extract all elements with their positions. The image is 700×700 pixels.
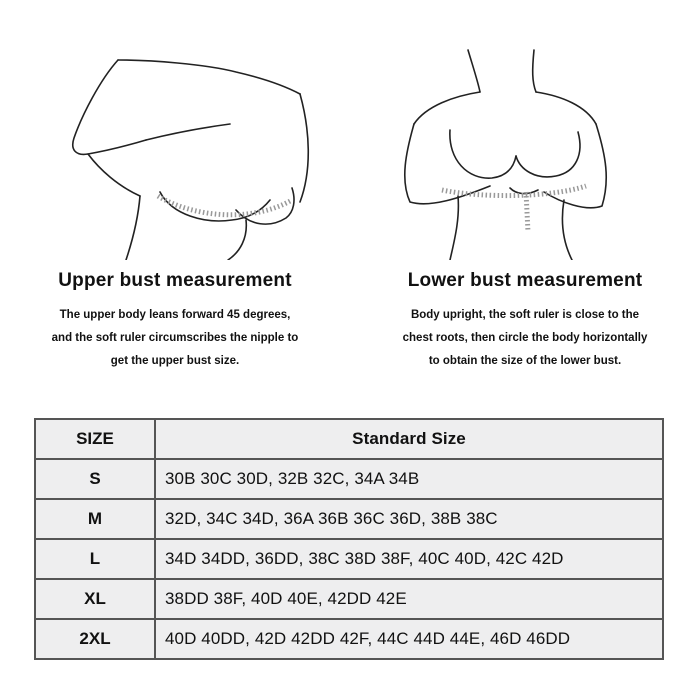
size-cell: M [35, 499, 155, 539]
table-row [35, 459, 663, 499]
standard-size-cell: 40D 40DD, 42D 42DD 42F, 44C 44D 44E, 46D 46DD [155, 619, 663, 659]
lower-desc-line: Body upright, the soft ruler is close to the [410, 309, 640, 321]
lower-bust-description [360, 304, 690, 373]
upper-desc-line: get the upper bust size. [110, 355, 240, 367]
lower-bust-illustration [350, 20, 700, 260]
table-row [35, 619, 663, 659]
lower-bust-title: Lower bust measurement [407, 270, 643, 291]
upper-bust-title: Upper bust measurement [58, 270, 292, 291]
standard-size-cell: 32D, 34C 34D, 36A 36B 36C 36D, 38B 38C [155, 499, 663, 539]
upper-desc-line: The upper body leans forward 45 degrees, [59, 309, 291, 321]
size-cell: L [35, 539, 155, 579]
upper-bust-illustration [0, 20, 350, 260]
table-row [35, 539, 663, 579]
upper-desc-line: and the soft ruler circumscribes the nipple to [51, 332, 299, 344]
size-chart-table [34, 418, 664, 660]
size-cell: 2XL [35, 619, 155, 659]
standard-size-cell: 34D 34DD, 36DD, 38C 38D 38F, 40C 40D, 42C 42D [155, 539, 663, 579]
upper-bust-panel [0, 0, 350, 400]
lower-desc-line: to obtain the size of the lower bust. [428, 355, 622, 367]
table-header-row [35, 419, 663, 459]
header-standard-size: Standard Size [155, 419, 663, 459]
lower-bust-panel [350, 0, 700, 400]
standard-size-cell: 30B 30C 30D, 32B 32C, 34A 34B [155, 459, 663, 499]
size-cell: S [35, 459, 155, 499]
header-size: SIZE [35, 419, 155, 459]
table-row [35, 579, 663, 619]
table-row [35, 499, 663, 539]
size-cell: XL [35, 579, 155, 619]
standard-size-cell: 38DD 38F, 40D 40E, 42DD 42E [155, 579, 663, 619]
lower-desc-line: chest roots, then circle the body horizontally [402, 332, 648, 344]
upper-bust-description [10, 304, 340, 373]
